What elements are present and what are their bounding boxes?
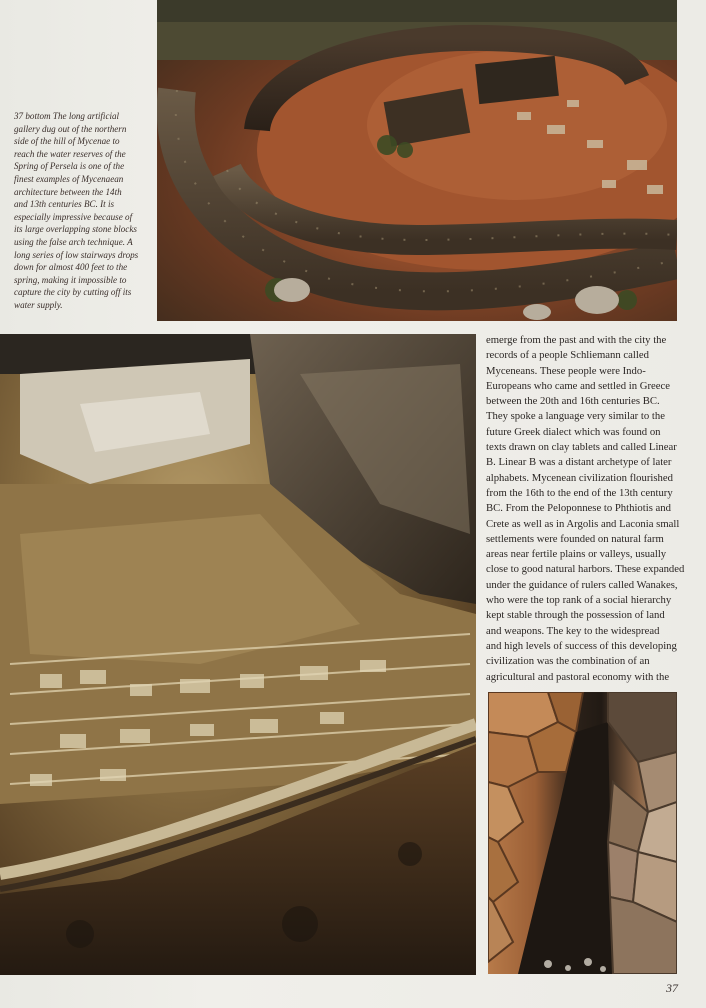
body-line: Europeans who came and settled in Greece <box>486 379 670 392</box>
spring-gallery-illustration <box>488 692 677 974</box>
body-line: and high levels of success of this developing <box>486 639 677 652</box>
body-line: areas near fertile plains or valleys, usually <box>486 548 667 561</box>
body-line: under the guidance of rulers called Wanakes, <box>486 578 678 591</box>
caption-line: and 13th centuries BC. It is <box>14 199 115 210</box>
caption-line: its large overlapping stone blocks <box>14 224 137 235</box>
body-line: texts drawn on clay tablets and called Linear <box>486 441 677 454</box>
caption-line: water supply. <box>14 299 63 310</box>
caption-line: architecture between the 14th <box>14 186 122 197</box>
caption-line: long series of low stairways drops <box>14 249 139 260</box>
body-line: They spoke a language very similar to the <box>486 410 665 423</box>
caption-line: capture the city by cutting off its <box>14 287 132 298</box>
body-line: and weapons. The key to the widespread <box>486 624 660 637</box>
caption-line: gallery dug out of the northern <box>14 123 127 134</box>
body-line: between the 20th and 16th centuries BC. <box>486 395 660 408</box>
photo-caption <box>14 110 148 312</box>
body-line: Crete as well as in Argolis and Laconia small <box>486 517 680 530</box>
grave-circle-illustration <box>157 0 677 321</box>
caption-line: 37 bottom The long artificial <box>14 111 120 121</box>
body-line: agricultural and pastoral economy with the <box>486 670 670 683</box>
body-line: from the 16th to the end of the 13th century <box>486 486 673 499</box>
caption-line: using the false arch technique. A <box>14 236 133 247</box>
grave-circle-photo <box>157 0 677 321</box>
caption-line: Spring of Persela is one of the <box>14 161 125 172</box>
caption-line: spring, making it impossible to <box>14 274 127 285</box>
body-line: kept stable through the possession of land <box>486 609 665 622</box>
body-line: civilization was the combination of an <box>486 655 650 668</box>
body-line: settlements were founded on natural farm <box>486 532 664 545</box>
caption-line: side of the hill of Mycenae to <box>14 136 120 147</box>
page-number: 37 <box>666 981 678 995</box>
body-line: BC. From the Peloponnese to Phthiotis and <box>486 502 671 515</box>
body-line: alphabets. Mycenean civilization flourished <box>486 471 673 484</box>
body-line: Myceneans. These people were Indo- <box>486 364 646 377</box>
article-body <box>486 333 685 685</box>
body-line: close to good natural harbors. These expanded <box>486 563 685 576</box>
aerial-citadel-photo <box>0 334 476 975</box>
spring-gallery-photo <box>488 692 677 974</box>
body-line: who were the top rank of a social hierarchy <box>486 594 672 607</box>
aerial-citadel-illustration <box>0 334 476 975</box>
caption-line: reach the water reserves of the <box>14 148 126 159</box>
body-line: emerge from the past and with the city the <box>486 334 667 346</box>
body-line: future Greek dialect which was found on <box>486 425 661 438</box>
body-line: records of a people Schliemann called <box>486 349 649 362</box>
caption-line: especially impressive because of <box>14 211 133 222</box>
caption-line: down for almost 400 feet to the <box>14 262 128 273</box>
body-line: B. Linear B was a distant archetype of later <box>486 456 672 469</box>
caption-line: finest examples of Mycenaean <box>14 173 124 184</box>
